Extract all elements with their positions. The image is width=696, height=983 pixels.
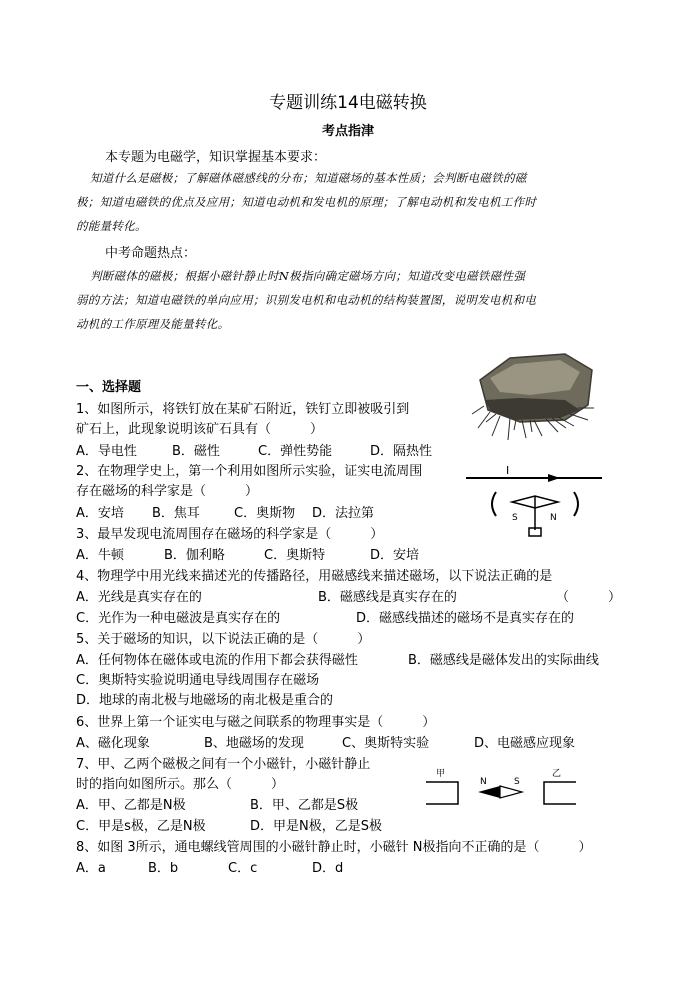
option-b: B．磁感线是磁体发出的实际曲线	[408, 653, 599, 668]
option-c: C、奥斯特实验	[342, 736, 430, 751]
option-a: A．任何物体在磁体或电流的作用下都会获得磁性	[76, 653, 358, 668]
intro-line: 动机的工作原理及能量转化。	[76, 317, 230, 331]
question-4-text: 4、物理学中用光线来描述光的传播路径，用磁感线来描述磁场，以下说法正确的是	[76, 569, 553, 584]
intro-paragraph-1: 本专题为电磁学，知识掌握基本要求：	[105, 150, 327, 165]
question-2-text: 存在磁场的科学家是（ ）	[76, 484, 259, 499]
question-8-text: 8、如图 3所示，通电螺线管周围的小磁针静止时，小磁针 N极指向不正确的是（ ）	[76, 840, 592, 855]
option-a: A．牛顿	[76, 548, 124, 563]
option-a: A、磁化现象	[76, 736, 150, 751]
question-2-text: 2、在物理学史上，第一个利用如图所示实验，证实电流周围	[76, 464, 423, 479]
option-c: C．奥斯物	[234, 506, 296, 521]
option-c: C．甲是s极，乙是N极	[76, 819, 206, 834]
question-6-text: 6、世界上第一个证实电与磁之间联系的物理事实是（ ）	[76, 715, 436, 730]
magnet-poles-figure	[420, 764, 580, 810]
option-a: A．导电性	[76, 444, 137, 459]
question-3-text: 3、最早发现电流周围存在磁场的科学家是（ ）	[76, 527, 384, 542]
question-1-text: 1、如图所示，将铁钉放在某矿石附近，铁钉立即被吸引到	[76, 402, 410, 417]
option-d: D．地球的南北极与地磁场的南北极是重合的	[76, 693, 334, 708]
question-5-text: 5、关于磁场的知识，以下说法正确的是（ ）	[76, 632, 371, 647]
option-d: D．d	[312, 861, 344, 876]
option-c: C．奥斯特	[264, 548, 326, 563]
option-d: D．磁感线描述的磁场不是真实存在的	[356, 611, 575, 626]
needle-s-label: S	[514, 777, 520, 787]
option-a: A．安培	[76, 506, 124, 521]
option-b: B．伽利略	[164, 548, 225, 563]
option-a: A．甲、乙都是N极	[76, 798, 186, 813]
question-1-text: 矿石上，此现象说明该矿石具有（ ）	[76, 422, 324, 437]
question-7-text: 7、甲、乙两个磁极之间有一个小磁针，小磁针静止	[76, 757, 371, 772]
intro-line: 的能量转化。	[76, 219, 147, 233]
oersted-experiment-figure	[466, 462, 604, 542]
option-d: D．法拉第	[312, 506, 375, 521]
option-b: B．b	[148, 861, 179, 876]
intro-paragraph-2: 中考命题热点：	[105, 246, 197, 261]
option-b: B．磁性	[172, 444, 220, 459]
question-7-text: 时的指向如图所示。那么（ ）	[76, 777, 285, 792]
option-d: D、电磁感应现象	[474, 736, 576, 751]
intro-line: 弱的方法；知道电磁铁的单向应用；识别发电机和电动机的结构装置图，说明发电机和电	[76, 293, 537, 307]
option-b: B．焦耳	[152, 506, 200, 521]
pole-jia-label: 甲	[436, 769, 446, 779]
pole-yi-label: 乙	[552, 769, 562, 779]
needle-n-label: N	[480, 777, 487, 787]
option-d: D．隔热性	[370, 444, 433, 459]
option-b: B．甲、乙都是S极	[250, 798, 359, 813]
s-pole-label: S	[512, 513, 518, 523]
intro-line: 知道什么是磁极；了解磁体磁感线的分布；知道磁场的基本性质；会判断电磁铁的磁	[90, 171, 527, 185]
option-b: B．磁感线是真实存在的	[318, 590, 457, 605]
ore-rock-figure	[470, 350, 600, 445]
intro-line: 判断磁体的磁极；根据小磁针静止时N极指向确定磁场方向；知道改变电磁铁磁性强	[90, 269, 526, 283]
option-c: C．弹性势能	[258, 444, 333, 459]
intro-line: 极；知道电磁铁的优点及应用；知道电动机和发电机的原理；了解电动机和发电机工作时	[76, 195, 537, 209]
option-c: C．光作为一种电磁波是真实存在的	[76, 611, 281, 626]
section-subtitle: 考点指津	[321, 124, 374, 139]
option-b: B、地磁场的发现	[204, 736, 304, 751]
n-pole-label: N	[550, 513, 557, 523]
option-d: D．甲是N极，乙是S极	[250, 819, 382, 834]
option-a: A．a	[76, 861, 106, 876]
option-c: C．奥斯特实验说明通电导线周围存在磁场	[76, 673, 320, 688]
option-d: D．安培	[370, 548, 420, 563]
option-a: A．光线是真实存在的	[76, 590, 202, 605]
answer-blank: （ ）	[556, 590, 622, 605]
section-heading: 一、选择题	[76, 380, 142, 395]
page-title: 专题训练14电磁转换	[269, 93, 427, 113]
current-label: I	[506, 464, 510, 477]
option-c: C．c	[228, 861, 258, 876]
